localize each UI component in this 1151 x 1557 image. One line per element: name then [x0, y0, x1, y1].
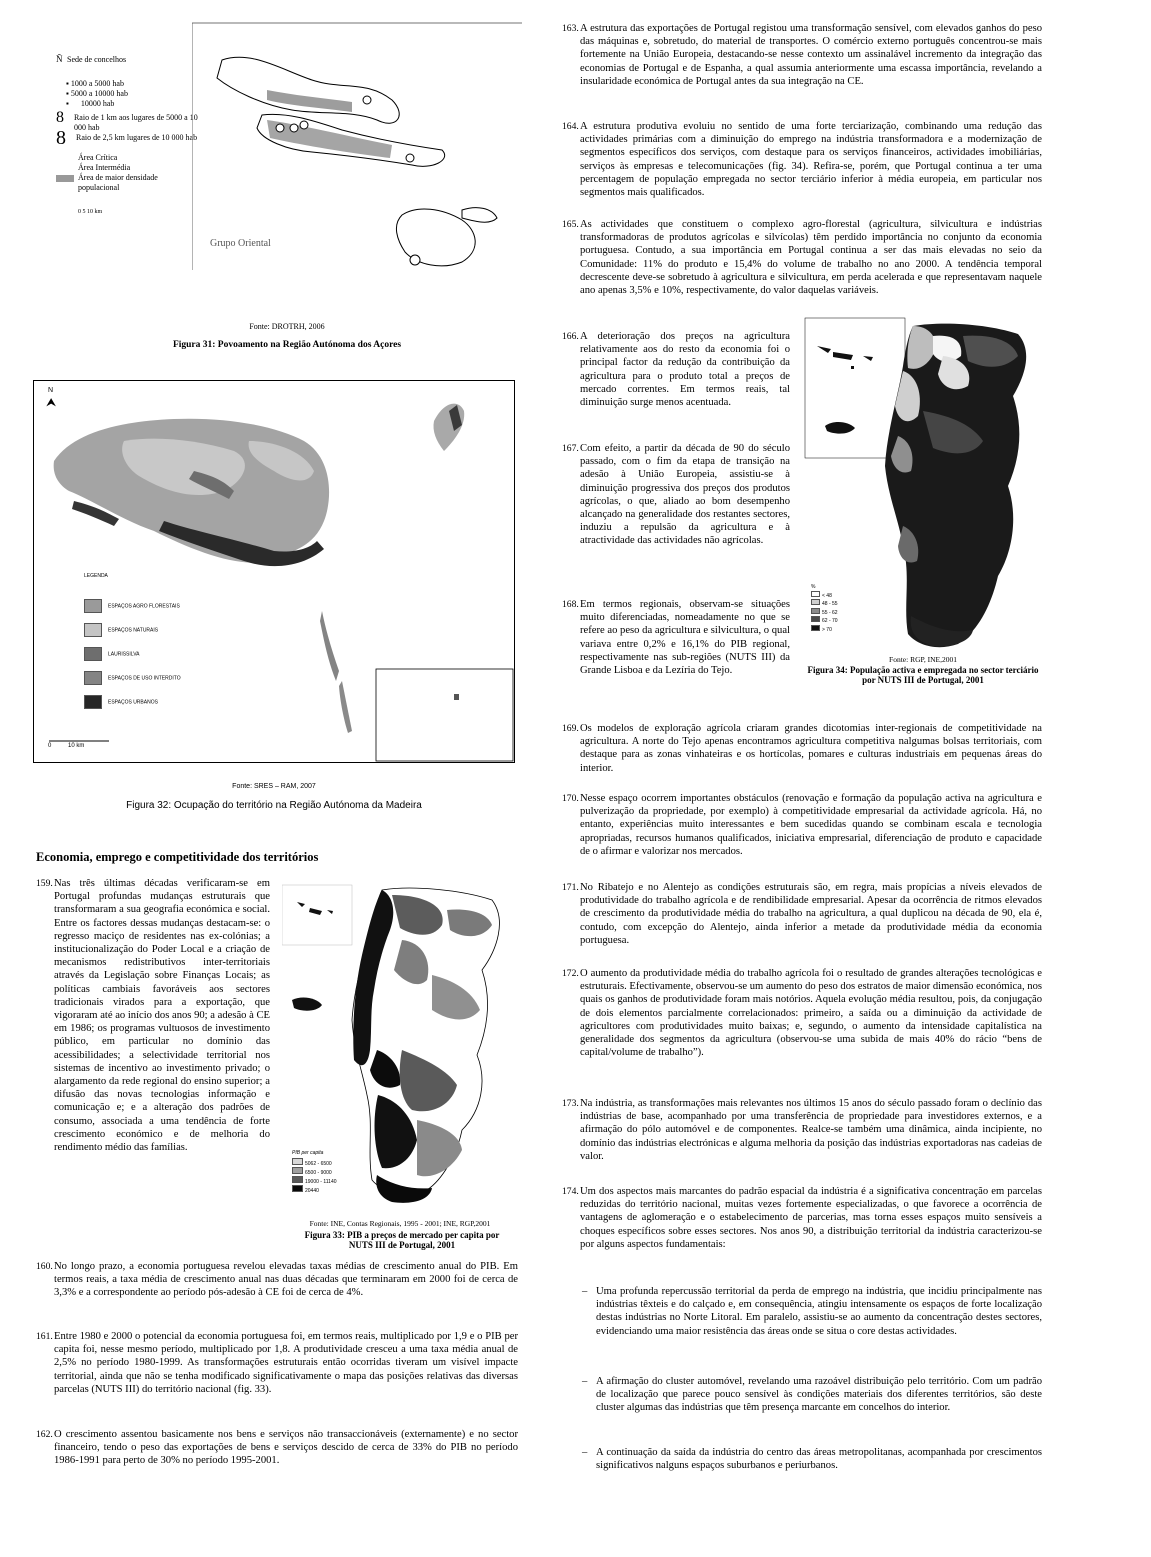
- fig33-source: Fonte: INE, Contas Regionais, 1995 - 2001; INE, RGP,2001: [309, 1219, 491, 1228]
- bullet-text: A afirmação do cluster automóvel, revelando uma razoável distribuição pelo território. Com um padrão de localização que parece pouco sensível às condições materiais dos diferentes territórios, são deste cluster algumas das indústrias que têm presença marcante em concelhos do interior.: [596, 1376, 1042, 1414]
- paragraph-text: Na indústria, as transformações mais relevantes nos últimos 15 anos do século passado foram o declínio das indústrias de base, acompanhado por uma transferência de propriedade para investidores externos, e a afirmação do pólo automóvel e de componentes. Realce-se também uma dinâmica, ainda incipiente, no domínio das indústrias electrónicas e alguma melhoria da posição das indústrias exportadoras nas cadeias de valor.: [580, 1098, 1042, 1162]
- fig34-legend-row: 55 - 62: [811, 608, 838, 617]
- fig32-legend-row: ESPAÇOS NATURAIS: [84, 623, 181, 647]
- paragraph-171: [562, 881, 1042, 947]
- azores-inset-map: [282, 885, 352, 945]
- fig31-scale: 0 5 10 km: [78, 209, 103, 215]
- legend-area2: Área Intermédia: [78, 163, 131, 172]
- paragraph-164: [562, 120, 1042, 199]
- selvagens-inset: [376, 669, 513, 761]
- azores-settlement: [363, 96, 371, 104]
- fig33-caption: Figura 33: PIB a preços de mercado per capita por NUTS III de Portugal, 2001: [304, 1230, 500, 1250]
- portugal-tertiary-map: [803, 316, 1043, 656]
- figure-33: [282, 880, 518, 1220]
- paragraph-167: [562, 442, 790, 548]
- legend-raio1: Raio de 1 km aos lugares de 5000 a 10 000 hab: [73, 113, 198, 132]
- fig33-legend-row: 6500 - 9000: [292, 1167, 337, 1176]
- section-title: Economia, emprego e competitividade dos territórios: [36, 850, 319, 864]
- fig32-swatch: [84, 671, 102, 685]
- bullet-mark: –: [582, 1376, 588, 1387]
- paragraph-number: 162.: [36, 1429, 53, 1440]
- paragraph-text: A estrutura produtiva evoluiu no sentido de uma forte terciarização, combinando uma redução das actividades primárias com a diminuição do emprego na indústria transformadora e a modernização de segmentos específicos dos serviços, com destaque para os serviços financeiros, actividades imobiliárias, serviços às empresas e telecomunicações (fig. 34). Refira-se, porém, que Portugal continua a ter uma percentagem de população empregada no sector terciário inferior à média europeia, em particular nos segmentos mais qualificados.: [580, 121, 1042, 199]
- fig32-swatch: [84, 623, 102, 637]
- paragraph-168: [562, 598, 790, 677]
- fig31-source: Fonte: DROTRH, 2006: [249, 322, 325, 331]
- legend-pop1: 1000 a 5000 hab: [70, 79, 124, 88]
- bullet-item: [582, 1446, 1042, 1472]
- paragraph-number: 168.: [562, 599, 579, 610]
- paragraph-text: O aumento da produtividade média do trabalho agrícola foi o resultado de grandes alterações tecnológicas e estruturais. Efectivamente, observou-se um aumento do peso dos estratos de maior dimensão económica, nos quais os ganhos de produtividade foram mais notórios. Aquela evolução média resultou, pois, da conjugação de dois elementos parcialmente correlacionados: primeiro, a saída ou a diminuição da actividade de agricultores com produtividades muito baixas; e, segundo, o aumento da intensidade capitalística na generalidade dos segmentos da agricultura (observou-se uma subida de mais 40% do rácio “bens de capital/volume de trabalho”).: [580, 968, 1042, 1059]
- legend-pop2: 5000 a 10000 hab: [70, 89, 128, 98]
- legend-sede: Sede de concelhos: [67, 55, 127, 64]
- bullet-mark: –: [582, 1447, 588, 1458]
- legend-area3-swatch: [56, 175, 74, 182]
- fig32-legend-title: LEGENDA: [84, 573, 108, 579]
- fig34-legend-row: 62 - 70: [811, 616, 838, 625]
- paragraph-number: 173.: [562, 1098, 579, 1109]
- legend-area1: Área Crítica: [78, 153, 118, 162]
- figure-31: [52, 20, 522, 350]
- fig34-source: Fonte: RGP, INE,2001: [889, 655, 957, 664]
- paragraph-number: 171.: [562, 882, 579, 893]
- azores-settlement: [410, 255, 420, 265]
- azores-settlement: [290, 124, 298, 132]
- fig32-source: Fonte: SRES – RAM, 2007: [232, 783, 316, 790]
- fig32-north: N: [48, 387, 54, 394]
- fig31-group-label: Grupo Oriental: [210, 238, 271, 249]
- bullet-item: [582, 1285, 1042, 1338]
- legend-area3: Área de maior densidade populacional: [78, 173, 158, 192]
- paragraph-number: 165.: [562, 219, 579, 230]
- bullet-item: [582, 1375, 1042, 1415]
- legend-pop3: 10000 hab: [80, 99, 115, 108]
- paragraph-165: [562, 218, 1042, 297]
- azores-settlement: [300, 121, 308, 129]
- fig32-swatch: [84, 695, 102, 709]
- fig33-legend-title: PIB per capita: [292, 1150, 324, 1156]
- paragraph-text: Os modelos de exploração agrícola criaram grandes dicotomias inter-regionais de competitividade na agricultura. A norte do Tejo apenas encontramos agricultura competitiva nalgumas bolsas territoriais, com destaque para as zonas vinhateiras e os hortícolas, pomares e culturas industriais em pequenas áreas do interior.: [580, 723, 1042, 774]
- madeira-inset-map: [292, 998, 322, 1011]
- fig34-legend-row: 48 - 55: [811, 599, 838, 608]
- fig31-legend: Ñ Sede de concelhos ▪ 1000 a 5000 hab ▪ 5000 a 10000 hab ▪ 10000 hab 8 Raio de 1 km aos lugares de 5000 a 10 000 hab 8 Raio de 2,5 km lugares de 10 000 hab Área Crítica Área Intermédia Área de maior densidade populacional 0 5 10 km: [56, 54, 206, 217]
- paragraph-number: 159.: [36, 878, 53, 889]
- paragraph-text: Com efeito, a partir da década de 90 do século passado, com o fim da etapa de transição na adesão à União Europeia, assistiu-se à diminuição progressiva dos preços dos produtos agrícolas, o que, aliado ao bom desempenho alcançado na generalidade dos restantes sectores, induziu a repulsão da agricultura e à atractividade das actividades não agrícolas.: [580, 443, 790, 547]
- paragraph-number: 166.: [562, 331, 579, 342]
- fig34-legend: [811, 584, 838, 633]
- paragraph-number: 170.: [562, 793, 579, 804]
- fig32-swatch: [84, 647, 102, 661]
- paragraph-number: 172.: [562, 968, 579, 979]
- paragraph-text: Nesse espaço ocorrem importantes obstáculos (renovação e formação da população activa na agricultura e pulverização da propriedade, por exemplo) à competitividade empresarial da actividade agrícola. Há, no entanto, experiências muito interessantes e bem sucedidas quando se combinam escala e tecnologia apropriadas, recursos humanos qualificados, iniciativa empresarial, diferenciação de produto e capacidade de o afirmar e valorizar nos mercados.: [580, 793, 1042, 857]
- figure-34: [803, 316, 1043, 656]
- paragraph-number: 174.: [562, 1186, 579, 1197]
- paragraph-166: [562, 330, 790, 409]
- paragraph-text: No longo prazo, a economia portuguesa revelou elevadas taxas médias de crescimento anual do PIB. Em termos reais, a taxa média de crescimento anual nas duas décadas que terminaram em 2000 foi de cerca de 3,3% e a correspondente ao período pós-adesão à CE foi de cerca de 4%.: [54, 1261, 518, 1299]
- azores-map: [192, 20, 522, 275]
- paragraph-172: [562, 967, 1042, 1059]
- legend-raio2: Raio de 2,5 km lugares de 10 000 hab: [76, 133, 198, 142]
- fig32-swatch: [84, 599, 102, 613]
- paragraph-169: [562, 722, 1042, 775]
- fig32-legend-row: LAURISSILVA: [84, 647, 181, 671]
- fig33-legend-row: 5062 - 6500: [292, 1158, 337, 1167]
- paragraph-text: Entre 1980 e 2000 o potencial da economia portuguesa foi, em termos reais, multiplicado por 1,9 e o PIB per capita foi, nesse mesmo período, multiplicado por 1,8. A produtividade cresceu a uma taxa média anual de 2,5% no período 1980-1999. As transformações estruturais então ocorridas tiveram um visível impacte territorial, ainda que não se tenha modificado significativamente o mapa das posições relativas das diversas parcelas (NUTS III) do território nacional (fig. 33).: [54, 1331, 518, 1395]
- north-arrow-icon: ⮝: [46, 395, 57, 409]
- paragraph-174: [562, 1185, 1042, 1251]
- paragraph-161: [36, 1330, 518, 1396]
- figure-32: [33, 380, 515, 763]
- fig34-caption: Figura 34: População activa e empregada no sector terciário por NUTS III de Portugal, 2001: [807, 665, 1039, 685]
- paragraph-170: [562, 792, 1042, 858]
- bullet-text: Uma profunda repercussão territorial da perda de emprego na indústria, que incidiu principalmente nas indústrias têxteis e do calçado e, em consequência, atingiu intensamente os espaços de forte localização destas indústrias no Norte Litoral. Em paralelo, assistiu-se ao aumento da concentração destes sectores, evidenciando uma maior resistência das áreas onde se situa o core destas actividades.: [596, 1286, 1042, 1337]
- fig33-legend: [292, 1150, 337, 1194]
- paragraph-number: 161.: [36, 1331, 53, 1342]
- fig34-legend-row: < 48: [811, 591, 838, 600]
- paragraph-number: 160.: [36, 1261, 53, 1272]
- paragraph-number: 163.: [562, 23, 579, 34]
- paragraph-text: A estrutura das exportações de Portugal registou uma transformação sensível, com elevados ganhos do peso das máquinas e, sobretudo, do material de transportes. O comércio externo português concentrou-se mais fortemente na União Europeia, destacando-se nesse contexto um assinalável incremento da integração das economias de Portugal e de Espanha, a qual assumia anteriormente uma escassa importância, revelando a insularidade económica de Portugal antes da sua integração na CE.: [580, 23, 1042, 87]
- paragraph-number: 167.: [562, 443, 579, 454]
- paragraph-text: As actividades que constituem o complexo agro-florestal (agricultura, silvicultura e indústrias transformadoras de produtos agrícolas e silvícolas) têm perdido importância no conjunto da economia portuguesa. Contudo, a sua importância em Portugal continua a ser das mais elevadas no seio da Comunidade: 11% do produto e 15,4% do volume de trabalho no ano 2000. A tendência temporal decrescente deve-se sobretudo à agricultura e silvicultura, em perda acelerada e que representavam naquele ano apenas 3,5% e 10%, respectivamente, do valor daquelas variáveis.: [580, 219, 1042, 297]
- paragraph-160: [36, 1260, 518, 1300]
- paragraph-163: [562, 22, 1042, 88]
- azores-settlement: [276, 124, 284, 132]
- paragraph-number: 164.: [562, 121, 579, 132]
- paragraph-text: Em termos regionais, observam-se situações muito diferenciadas, nomeadamente no que se refere ao peso da agricultura e silvicultura, o qual variava entre 0,2% e 16,1% do PIB regional, respectivamente nas sub-regiões (NUTS III) da Grande Lisboa e da Lezíria do Tejo.: [580, 599, 790, 677]
- paragraph-number: 169.: [562, 723, 579, 734]
- fig32-legend-row: ESPAÇOS DE USO INTERDITO: [84, 671, 181, 695]
- fig33-legend-row: 19000 - 11140: [292, 1176, 337, 1185]
- paragraph-text: Um dos aspectos mais marcantes do padrão espacial da indústria é a significativa concentração em parcelas reduzidas do território nacional, muitas vezes fortemente especializadas, o que favorece a ocorrência de vantagens de aglomeração e o estabelecimento de parcerias, mas torna esses espaços muito sensíveis a choques específicos sobre esses sectores. Nos anos 90, a distribuição territorial da indústria caracterizou-se por alguns aspectos fundamentais:: [580, 1186, 1042, 1250]
- fig31-caption: Figura 31: Povoamento na Região Autónoma dos Açores: [172, 340, 402, 350]
- fig32-caption: Figura 32: Ocupação do território na Região Autónoma da Madeira: [126, 800, 422, 811]
- paragraph-159: [36, 877, 270, 1154]
- fig33-legend-row: 20440: [292, 1185, 337, 1194]
- paragraph-173: [562, 1097, 1042, 1163]
- bullet-mark: –: [582, 1286, 588, 1297]
- fig32-scale: 0 10 km: [48, 743, 85, 749]
- paragraph-text: O crescimento assentou basicamente nos bens e serviços não transaccionáveis (externamente) e no sector financeiro, tendo o peso das exportações de bens e serviços descido de cerca de 33% do PIB no período 1986-1991 para perto de 30% no período 1995-2001.: [54, 1429, 518, 1467]
- paragraph-text: Nas três últimas décadas verificaram-se em Portugal profundas mudanças estruturais que transformaram a sua geografia económica e social. Entre os factores dessas mudanças destacam-se: o regresso maciço de residentes nas ex-colónias; a institucionalização do Poder Local e a criação de mecanismos redistributivos inter-territoriais através da Legislação sobre Finanças Locais; as políticas cambiais favoráveis aos sectores tradicionais virados para a exportação, que vigoraram até ao início dos anos 90; a adesão à CE em 1986; os programas vultuosos de investimento público, em particular no domínio das acessibilidades; a selectividade territorial nos sistemas de incentivo ao investimento privado; o alargamento da rede regional do ensino superior; a difusão das novas tecnologias informação e comunicação e; e a alteração dos padrões de consumo, associada a uma tendência de forte crescimento económico e de melhoria do rendimento médio das famílias.: [54, 878, 270, 1154]
- paragraph-text: A deterioração dos preços na agricultura relativamente aos do resto da economia foi o principal factor da redução da contribuição da agricultura para o produto total a preços de mercado correntes. Em termos reais, tal diminuição surge menos acentuada.: [580, 331, 790, 409]
- paragraph-162: [36, 1428, 518, 1468]
- fig32-legend-row: ESPAÇOS AGRO FLORESTAIS: [84, 599, 181, 623]
- selvagens-island: [454, 694, 459, 700]
- bullet-text: A continuação da saída da indústria do centro das áreas metropolitanas, acompanhada por crescimentos significativos nalguns espaços suburbanos e periurbanos.: [596, 1447, 1042, 1472]
- fig32-legend: [84, 573, 181, 719]
- fig34-legend-row: > 70: [811, 625, 838, 634]
- paragraph-text: No Ribatejo e no Alentejo as condições estruturais são, em regra, mais propícias a níveis elevados de produtividade do trabalho agrícola e de rendibilidade empresarial. Apesar da ocorrência de ritmos elevados de crescimento da produtividade média do trabalho na agricultura, a qual duplicou na década de 90, ela é, contudo, com excepção do Alentejo, ainda inferior a metade da produtividade média da economia portuguesa.: [580, 882, 1042, 946]
- fig32-legend-row: ESPAÇOS URBANOS: [84, 695, 181, 719]
- azores-settlement: [406, 154, 414, 162]
- fig34-legend-title: %: [811, 584, 816, 590]
